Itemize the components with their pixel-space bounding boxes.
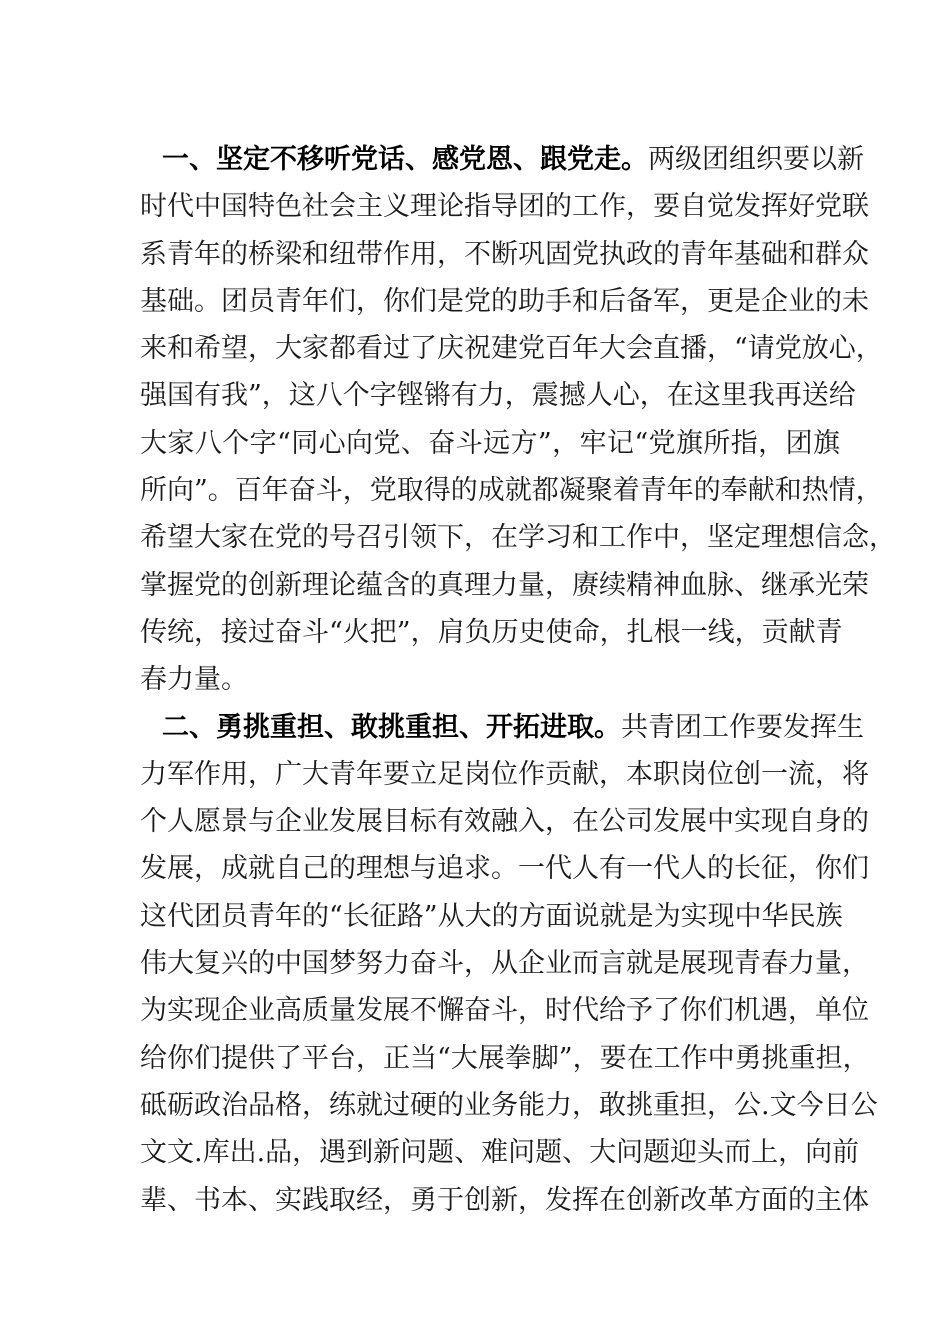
section2-line: 砥砺政治品格，练就过硬的业务能力，敢挑重担，公.文今日公 bbox=[140, 1089, 878, 1121]
section2-line: 辈、书本、实践取经，勇于创新，发挥在创新改革方面的主体 bbox=[140, 1184, 869, 1216]
section2-first-line-text: 共青团工作要发挥生 bbox=[621, 711, 864, 743]
section1-last-line: 春力量。 bbox=[140, 664, 248, 696]
section1-line: 时代中国特色社会主义理论指导团的工作，要自觉发挥好党联 bbox=[140, 191, 869, 223]
section1-line: 传统，接过奋斗“火把”，肩负历史使命，扎根一线，贡献青 bbox=[140, 616, 843, 648]
section2-first-line bbox=[140, 704, 864, 751]
section2-line: 这代团员青年的“长征路”从大的方面说就是为实现中华民族 bbox=[140, 900, 843, 932]
section2-line: 给你们提供了平台，正当“大展拳脚”，要在工作中勇挑重担， bbox=[140, 1042, 870, 1074]
section1-line: 基础。团员青年们，你们是党的助手和后备军，更是企业的未 bbox=[140, 285, 869, 317]
section1-line: 所向”。百年奋斗，党取得的成就都凝聚着青年的奉献和热情， bbox=[140, 475, 883, 507]
section2-line: 文文.库出.品，遇到新问题、难问题、大问题迎头而上，向前 bbox=[140, 1137, 860, 1169]
document-body bbox=[140, 136, 896, 1224]
section1-first-line-text: 两级团组织要以新 bbox=[648, 144, 864, 175]
section2-line: 为实现企业高质量发展不懈奋斗，时代给予了你们机遇，单位 bbox=[140, 995, 869, 1027]
section2-line: 伟大复兴的中国梦努力奋斗，从企业而言就是展现青春力量， bbox=[140, 948, 869, 980]
section2-line: 发展，成就自己的理想与追求。一代人有一代人的长征，你们 bbox=[140, 853, 869, 885]
section1-line: 来和希望，大家都看过了庆祝建党百年大会直播，“请党放心， bbox=[140, 333, 883, 365]
section2-heading: 二、勇挑重担、敢挑重担、开拓进取。 bbox=[162, 711, 621, 743]
section2-line: 个人愿景与企业发展目标有效融入，在公司发展中实现自身的 bbox=[140, 806, 869, 838]
section1-line: 希望大家在党的号召引领下，在学习和工作中，坚定理想信念， bbox=[140, 522, 896, 554]
section1-line: 强国有我”，这八个字铿锵有力，震撼人心，在这里我再送给 bbox=[140, 380, 856, 412]
section1-line: 系青年的桥梁和纽带作用，不断巩固党执政的青年基础和群众 bbox=[140, 238, 869, 270]
section1-line: 掌握党的创新理论蕴含的真理力量，赓续精神血脉、继承光荣 bbox=[140, 569, 869, 601]
section1-heading: 一、坚定不移听党话、感党恩、跟党走。 bbox=[162, 144, 648, 175]
section2-line: 力军作用，广大青年要立足岗位作贡献，本职岗位创一流，将 bbox=[140, 758, 869, 790]
section1-line: 大家八个字“同心向党、奋斗远方”，牢记“党旗所指，团旗 bbox=[140, 427, 840, 459]
section1-first-line bbox=[140, 136, 864, 183]
